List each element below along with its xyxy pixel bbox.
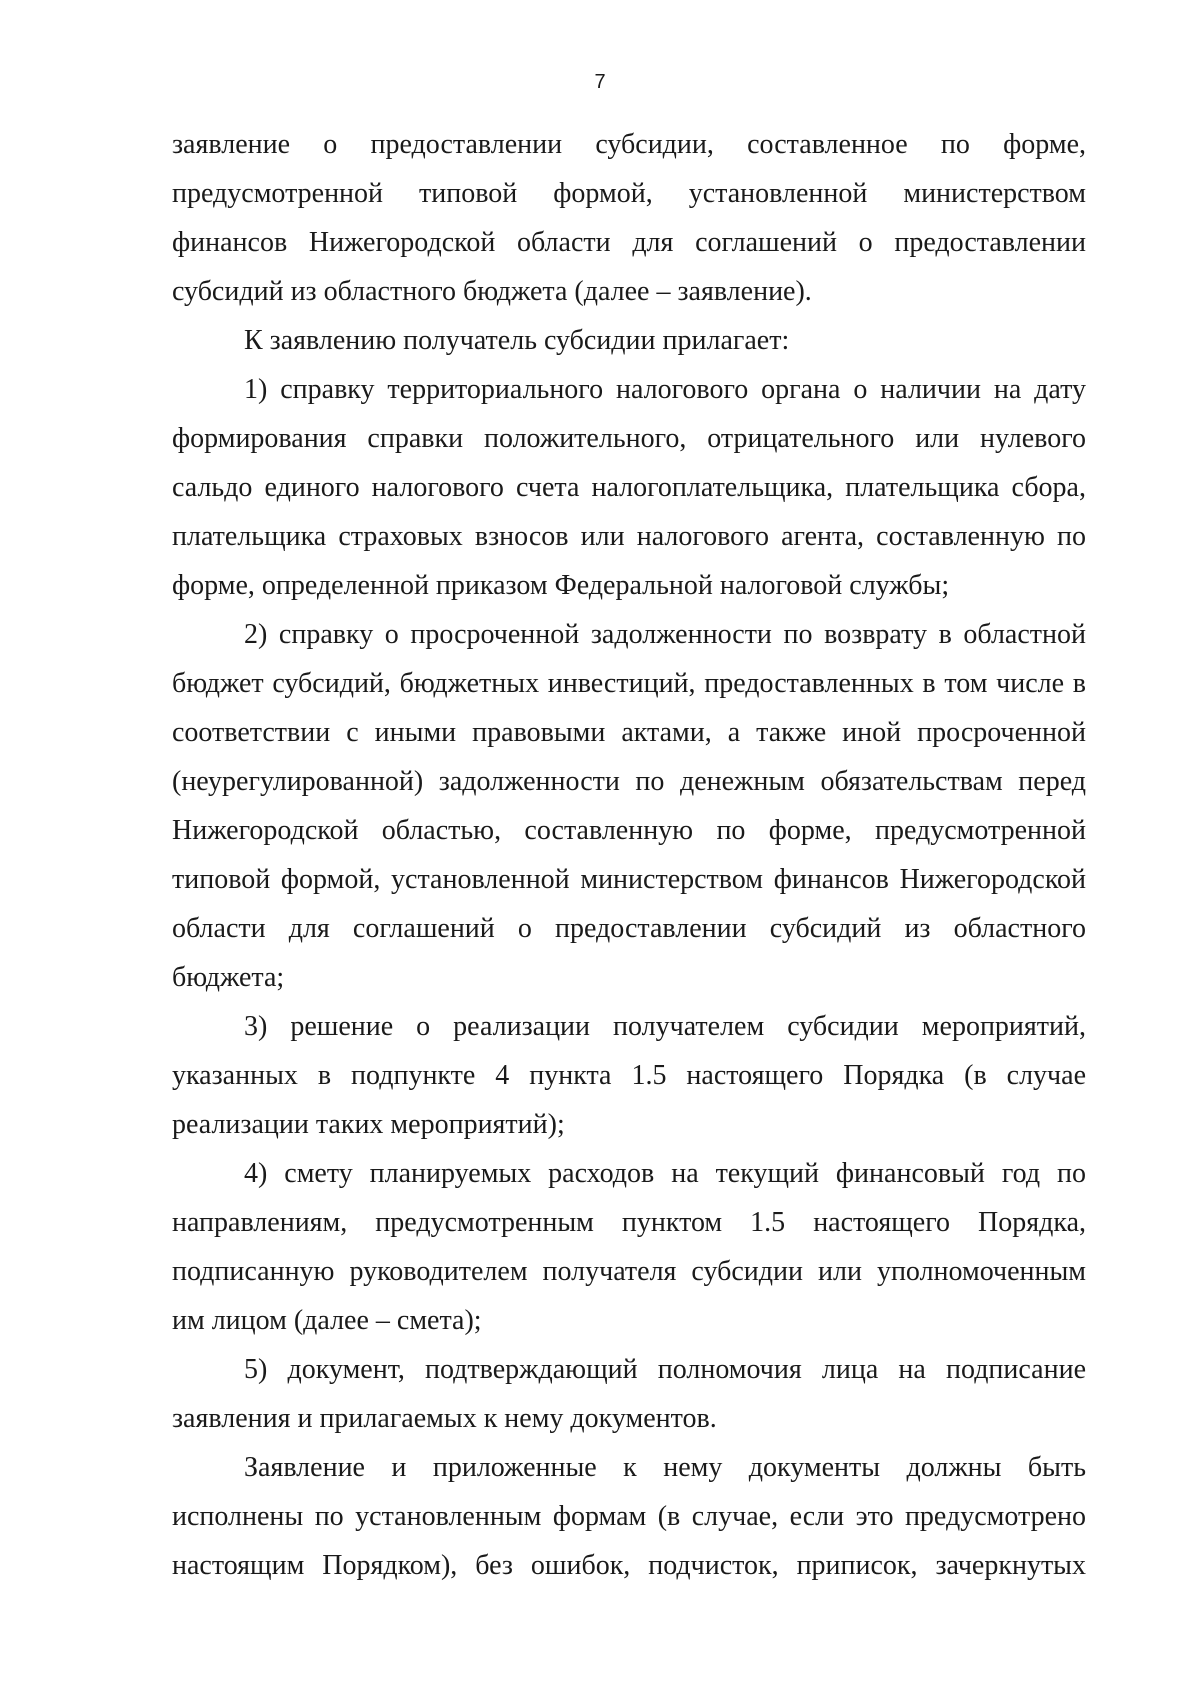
paragraph-application-intro: [172, 120, 1086, 316]
text-line: 1) справку территориального налогового органа о наличии на дату: [244, 374, 1086, 405]
text-line: финансов Нижегородской области для соглашений о предоставлении: [172, 227, 1086, 258]
text-line: Заявление и приложенные к нему документы должны быть: [244, 1452, 1086, 1483]
text-line: исполнены по установленным формам (в случае, если это предусмотрено: [172, 1501, 1086, 1532]
text-line: направлениям, предусмотренным пунктом 1.5 настоящего Порядка,: [172, 1207, 1086, 1238]
list-item-5: [172, 1345, 1086, 1443]
text-line: бюджета;: [172, 962, 285, 993]
paragraph-requirements: [172, 1443, 1086, 1590]
text-line: сальдо единого налогового счета налогоплательщика, плательщика сбора,: [172, 472, 1086, 503]
text-line: (неурегулированной) задолженности по денежным обязательствам перед: [172, 766, 1086, 797]
text-line: заявления и прилагаемых к нему документов.: [172, 1403, 717, 1434]
paragraph-attachments-heading: [172, 316, 1086, 365]
text-line: 4) смету планируемых расходов на текущий финансовый год по: [244, 1158, 1086, 1189]
text-line: предусмотренной типовой формой, установленной министерством: [172, 178, 1086, 209]
list-item-3: [172, 1002, 1086, 1149]
text-line: соответствии с иными правовыми актами, а также иной просроченной: [172, 717, 1086, 748]
text-line: типовой формой, установленной министерством финансов Нижегородской: [172, 864, 1086, 895]
text-line: подписанную руководителем получателя субсидии или уполномоченным: [172, 1256, 1086, 1287]
text-line: им лицом (далее – смета);: [172, 1305, 482, 1336]
text-line: Нижегородской областью, составленную по форме, предусмотренной: [172, 815, 1086, 846]
text-line: субсидий из областного бюджета (далее – заявление).: [172, 276, 812, 307]
text-line: формирования справки положительного, отрицательного или нулевого: [172, 423, 1086, 454]
document-body: [172, 120, 1086, 1590]
page-number: 7: [594, 71, 606, 93]
text-line: реализации таких мероприятий);: [172, 1109, 565, 1140]
list-item-4: [172, 1149, 1086, 1345]
text-line: форме, определенной приказом Федеральной налоговой службы;: [172, 570, 950, 601]
text-line: области для соглашений о предоставлении субсидий из областного: [172, 913, 1086, 944]
text-line: заявление о предоставлении субсидии, составленное по форме,: [172, 129, 1086, 160]
text-line: плательщика страховых взносов или налогового агента, составленную по: [172, 521, 1086, 552]
text-line: К заявлению получатель субсидии прилагает:: [244, 325, 790, 356]
text-line: 3) решение о реализации получателем субсидии мероприятий,: [244, 1011, 1086, 1042]
text-line: 5) документ, подтверждающий полномочия лица на подписание: [244, 1354, 1086, 1385]
text-line: 2) справку о просроченной задолженности по возврату в областной: [244, 619, 1086, 650]
text-line: настоящим Порядком), без ошибок, подчисток, приписок, зачеркнутых: [172, 1550, 1086, 1581]
text-line: указанных в подпункте 4 пункта 1.5 настоящего Порядка (в случае: [172, 1060, 1086, 1091]
text-line: бюджет субсидий, бюджетных инвестиций, предоставленных в том числе в: [172, 668, 1086, 699]
list-item-2: [172, 610, 1086, 1002]
list-item-1: [172, 365, 1086, 610]
